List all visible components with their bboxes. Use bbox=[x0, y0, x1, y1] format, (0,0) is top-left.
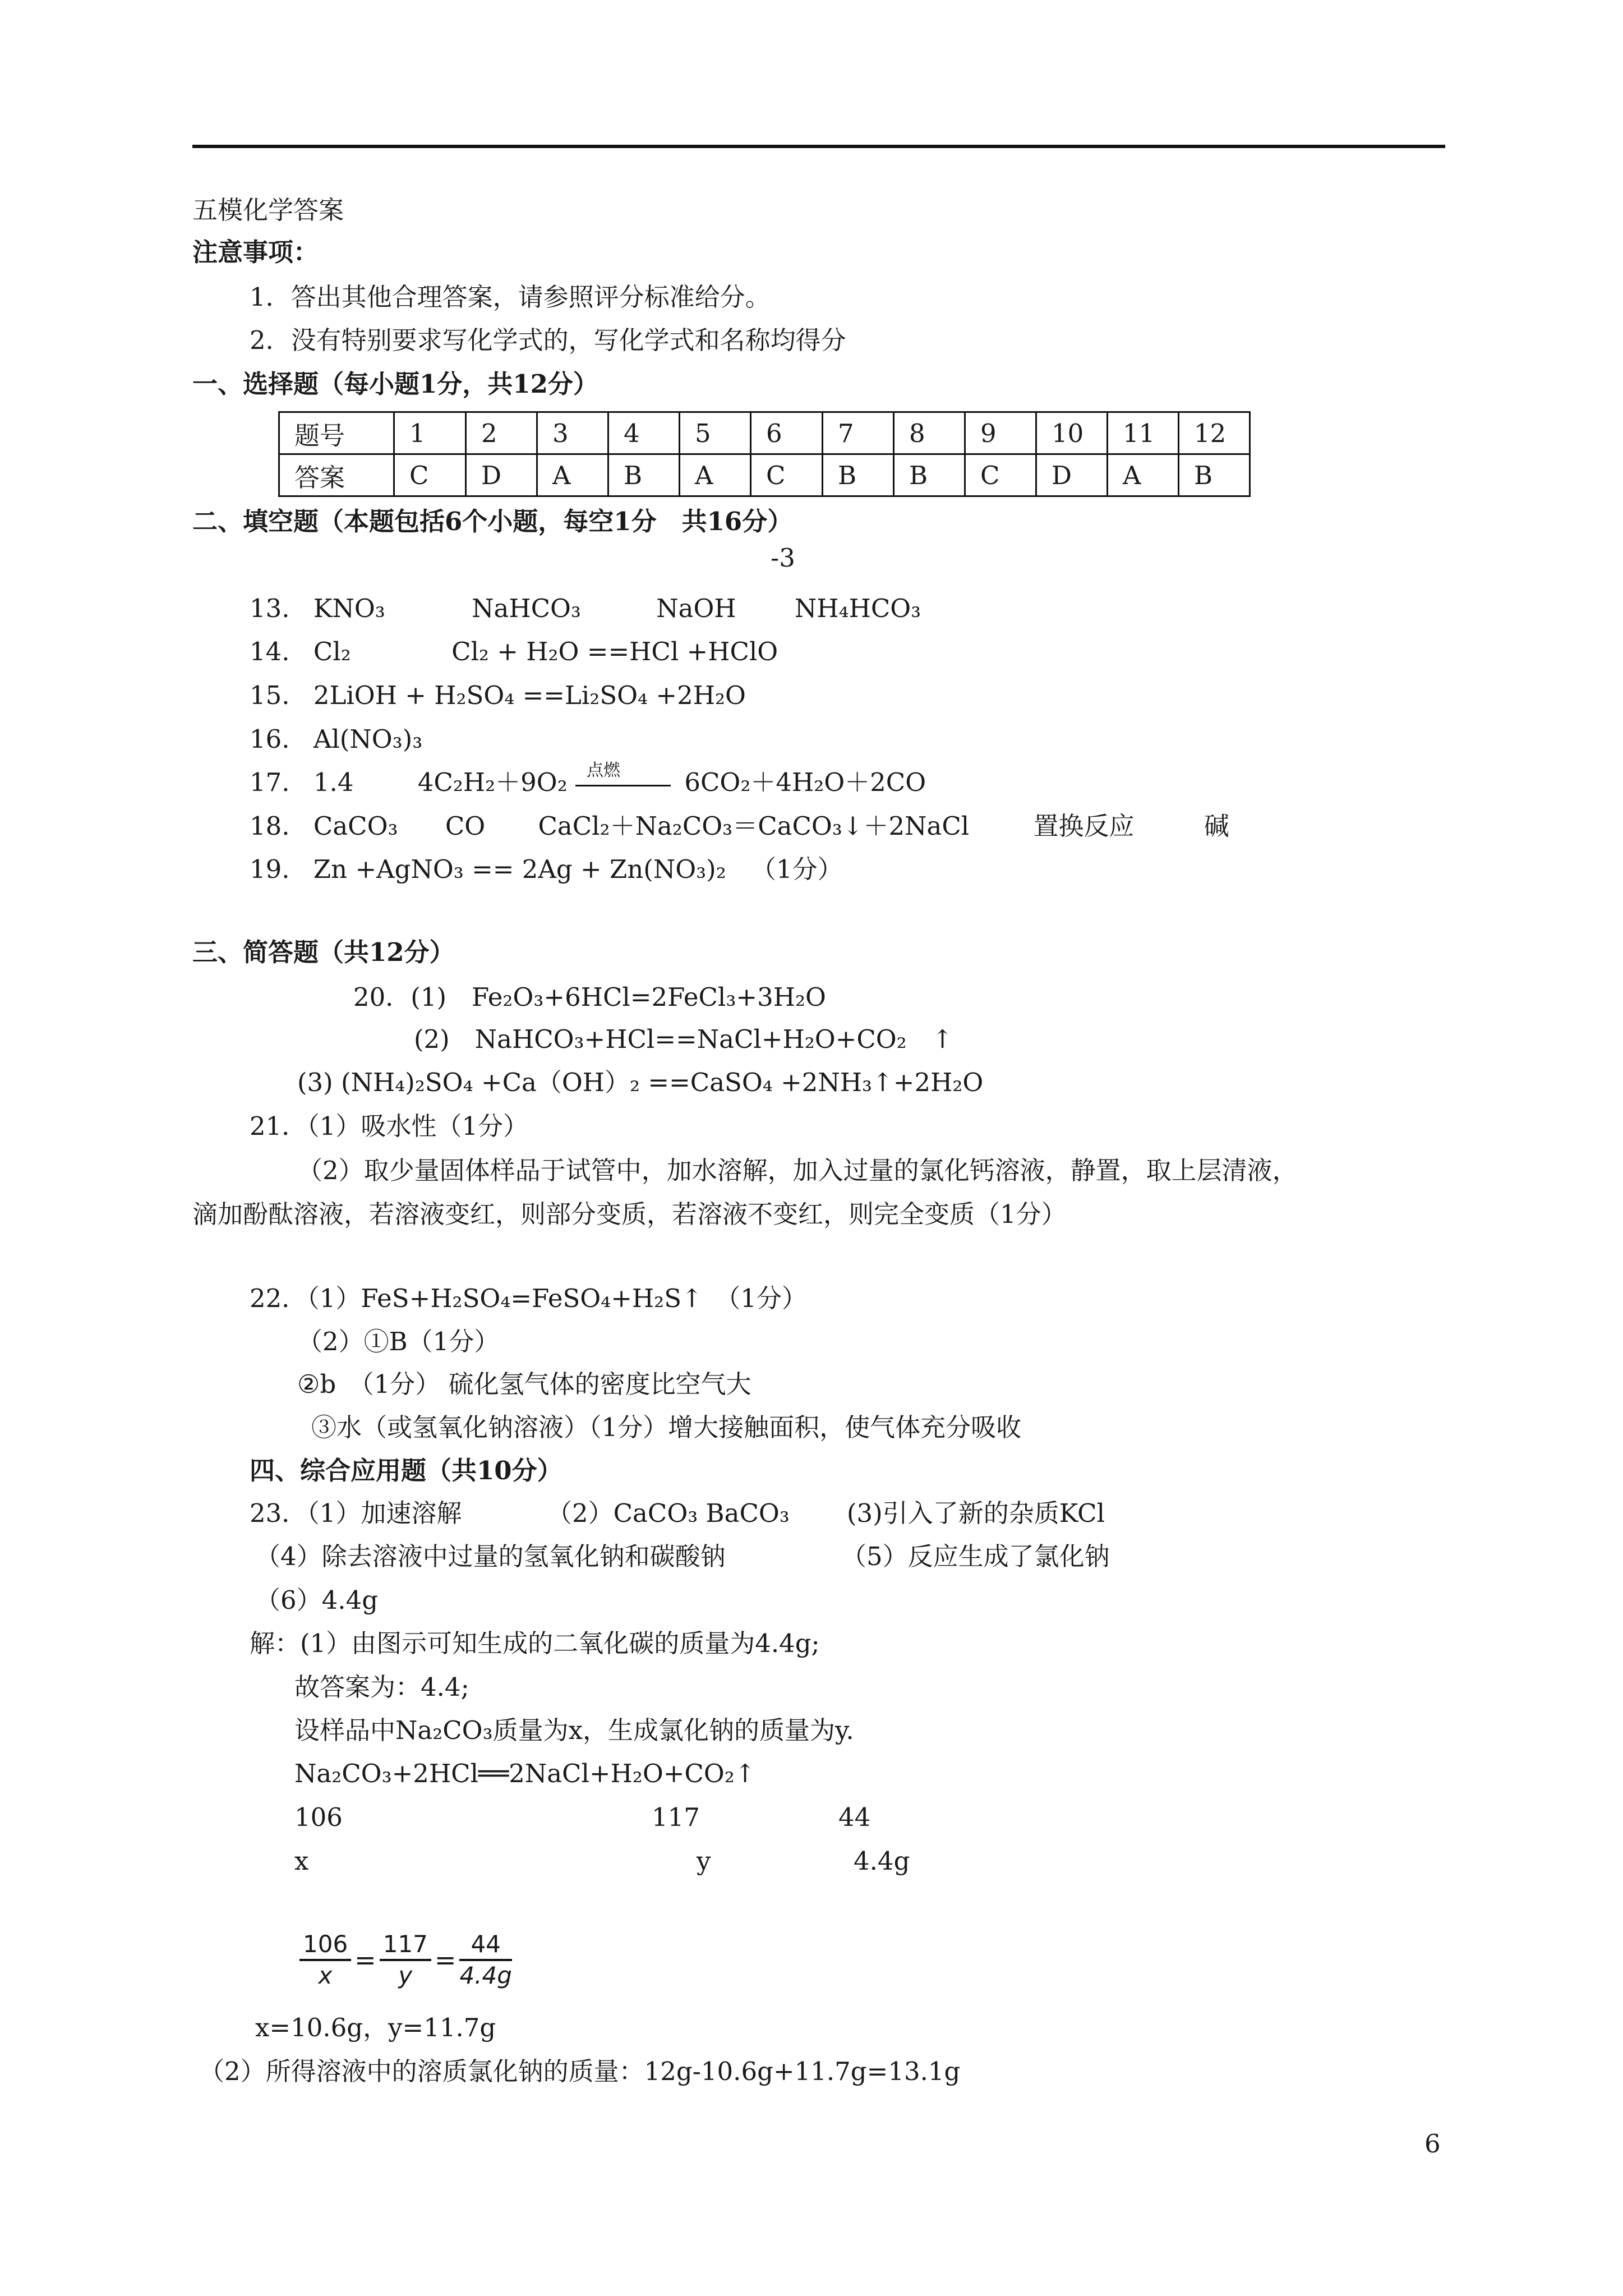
solution-equation: Na₂CO₃+2HCl══2NaCl+H₂O+CO₂↑ bbox=[294, 1759, 756, 1788]
q23-1: 23．（1）加速溶解 bbox=[250, 1498, 462, 1528]
table-cell: B bbox=[608, 454, 680, 496]
q21-2b: 滴加酚酞溶液，若溶液变红，则部分变质，若溶液不变红，则完全变质（1分） bbox=[192, 1199, 1067, 1229]
proportion-equation bbox=[296, 1930, 515, 1991]
answer: NaHCO₃ bbox=[472, 593, 581, 623]
fraction bbox=[380, 1930, 431, 1990]
equation-right: 6CO₂＋4H₂O＋2CO bbox=[684, 767, 926, 797]
numerator: 106 bbox=[299, 1930, 351, 1961]
q22-1: 22．（1）FeS+H₂SO₄=FeSO₄+H₂S↑ （1分） bbox=[250, 1283, 807, 1313]
condition-text: 点燃 bbox=[587, 761, 621, 780]
q22-3: ②b （1分） 硫化氢气体的密度比空气大 bbox=[297, 1369, 751, 1399]
table-cell: A bbox=[1108, 454, 1179, 496]
q23-6: （6）4.4g bbox=[255, 1585, 379, 1615]
answer: CaCl₂＋Na₂CO₃＝CaCO₃↓＋2NaCl bbox=[538, 811, 970, 841]
variable-value: 4.4g bbox=[854, 1846, 910, 1876]
question-number: 13. bbox=[250, 593, 290, 623]
equals-sign: = bbox=[434, 1945, 457, 1975]
question-number: 18. bbox=[250, 811, 290, 841]
answer: KNO₃ bbox=[313, 593, 385, 623]
solution-line-3: 设样品中Na₂CO₃质量为x，生成氯化钠的质量为y. bbox=[294, 1715, 854, 1745]
question-number: 15. bbox=[250, 680, 290, 710]
note-item-2: 2．没有特别要求写化学式的，写化学式和名称均得分 bbox=[250, 325, 846, 355]
solution-line-5: （2）所得溶液中的溶质氯化钠的质量：12g-10.6g+11.7g=13.1g bbox=[199, 2056, 961, 2086]
q21-1: 21．（1）吸水性（1分） bbox=[250, 1111, 529, 1141]
numerator: 117 bbox=[380, 1930, 431, 1961]
table-cell: B bbox=[1179, 454, 1250, 496]
reaction-condition bbox=[575, 761, 676, 799]
table-row-answers bbox=[279, 454, 1250, 496]
page-number: 6 bbox=[1424, 2129, 1441, 2159]
section3-heading: 三、简答题（共12分） bbox=[192, 937, 455, 967]
table-cell: 8 bbox=[894, 412, 965, 454]
table-cell: A bbox=[537, 454, 608, 496]
section1-heading: 一、选择题（每小题1分，共12分） bbox=[192, 369, 598, 399]
question-number: 19. bbox=[250, 854, 290, 884]
table-cell: 6 bbox=[751, 412, 823, 454]
table-cell: 1 bbox=[394, 412, 466, 454]
table-row-numbers bbox=[279, 412, 1250, 454]
section4-heading: 四、综合应用题（共10分） bbox=[250, 1456, 562, 1485]
fraction bbox=[299, 1930, 351, 1990]
variable-value: y bbox=[697, 1846, 711, 1876]
q18-line bbox=[250, 809, 1229, 843]
fraction bbox=[459, 1930, 511, 1990]
table-cell: 4 bbox=[608, 412, 680, 454]
mass-value: 106 bbox=[294, 1802, 343, 1832]
header-rule bbox=[192, 145, 1445, 148]
solution-line-1: 解：(1）由图示可知生成的二氧化碳的质量为4.4g; bbox=[250, 1628, 820, 1658]
answer-table bbox=[278, 411, 1251, 497]
q23-5: （5）反应生成了氯化钠 bbox=[841, 1542, 1110, 1571]
question-number: 16. bbox=[250, 724, 290, 754]
answer: 2LiOH + H₂SO₄ ==Li₂SO₄ +2H₂O bbox=[313, 680, 746, 710]
table-cell: 7 bbox=[823, 412, 894, 454]
answer: 碱 bbox=[1204, 811, 1229, 841]
q23-2: （2）CaCO₃ BaCO₃ bbox=[547, 1498, 790, 1528]
q21-2a: （2）取少量固体样品于试管中，加水溶解，加入过量的氯化钙溶液，静置，取上层清液， bbox=[297, 1156, 1298, 1185]
answer: Cl₂ bbox=[313, 637, 351, 666]
answer: NaOH bbox=[656, 593, 736, 623]
answer: Cl₂ + H₂O ==HCl +HClO bbox=[451, 637, 778, 666]
q23-3: (3)引入了新的杂质KCl bbox=[847, 1498, 1105, 1528]
table-cell: 10 bbox=[1036, 412, 1108, 454]
denominator: 4.4g bbox=[459, 1962, 512, 1989]
answer: Zn +AgNO₃ == 2Ag + Zn(NO₃)₂ bbox=[313, 854, 726, 884]
q20-2: (2) NaHCO₃+HCl==NaCl+H₂O+CO₂ ↑ bbox=[414, 1024, 953, 1054]
table-cell: C bbox=[751, 454, 823, 496]
answer: 置换反应 bbox=[1033, 811, 1135, 841]
note-item-1: 1．答出其他合理答案，请参照评分标准给分。 bbox=[250, 282, 771, 312]
q13-line bbox=[250, 592, 921, 625]
q15-line bbox=[250, 679, 746, 712]
section2-heading: 二、填空题（本题包括6个小题，每空1分 共16分） bbox=[192, 507, 793, 536]
q17-line bbox=[250, 761, 926, 799]
table-cell: D bbox=[1036, 454, 1108, 496]
q23-4: （4）除去溶液中过量的氢氧化钠和碳酸钠 bbox=[255, 1542, 726, 1571]
q22-4: ③水（或氢氧化钠溶液）（1分）增大接触面积，使气体充分吸收 bbox=[311, 1412, 1022, 1442]
table-cell: C bbox=[965, 454, 1036, 496]
table-cell: B bbox=[894, 454, 965, 496]
denominator: x bbox=[318, 1962, 333, 1989]
q22-2: （2）①B（1分） bbox=[297, 1327, 500, 1356]
table-cell: C bbox=[394, 454, 466, 496]
answer: CO bbox=[445, 811, 486, 841]
answer: CaCO₃ bbox=[313, 811, 398, 841]
table-cell: 5 bbox=[680, 412, 751, 454]
mass-value: 44 bbox=[838, 1802, 871, 1832]
table-cell: 9 bbox=[965, 412, 1036, 454]
equation-left: 4C₂H₂＋9O₂ bbox=[417, 767, 568, 797]
q16-line bbox=[250, 723, 422, 756]
table-cell: 11 bbox=[1108, 412, 1179, 454]
solution-line-4: x=10.6g，y=11.7g bbox=[255, 2013, 496, 2042]
table-cell: A bbox=[680, 454, 751, 496]
answer: NH₄HCO₃ bbox=[794, 593, 921, 623]
equals-sign: = bbox=[354, 1945, 376, 1975]
q19-line bbox=[250, 853, 843, 886]
q20-1: 20．(1) Fe₂O₃+6HCl=2FeCl₃+3H₂O bbox=[353, 982, 826, 1012]
table-cell: 3 bbox=[537, 412, 608, 454]
table-cell: D bbox=[466, 454, 537, 496]
question-number: 14. bbox=[250, 637, 290, 666]
table-row-label: 答案 bbox=[279, 454, 394, 496]
denominator: y bbox=[398, 1962, 413, 1989]
table-row-label: 题号 bbox=[279, 412, 394, 454]
stray-mark: -3 bbox=[771, 543, 795, 573]
q14-line bbox=[250, 635, 778, 669]
question-number: 17. bbox=[250, 767, 290, 797]
document-title: 五模化学答案 bbox=[192, 195, 344, 225]
mass-value: 117 bbox=[652, 1802, 700, 1832]
score: （1分） bbox=[751, 854, 843, 884]
answer: Al(NO₃)₃ bbox=[313, 724, 423, 754]
numerator: 44 bbox=[459, 1930, 511, 1961]
table-cell: 12 bbox=[1179, 412, 1250, 454]
solution-line-2: 故答案为：4.4; bbox=[294, 1672, 469, 1702]
q20-3: (3) (NH₄)₂SO₄ +Ca（OH）₂ ==CaSO₄ +2NH₃↑+2H₂O bbox=[297, 1068, 984, 1097]
condition-arrow bbox=[575, 785, 671, 786]
notes-heading: 注意事项： bbox=[192, 237, 319, 267]
answer: 1.4 bbox=[313, 767, 354, 797]
table-cell: B bbox=[823, 454, 894, 496]
table-cell: 2 bbox=[466, 412, 537, 454]
variable-value: x bbox=[294, 1846, 309, 1876]
